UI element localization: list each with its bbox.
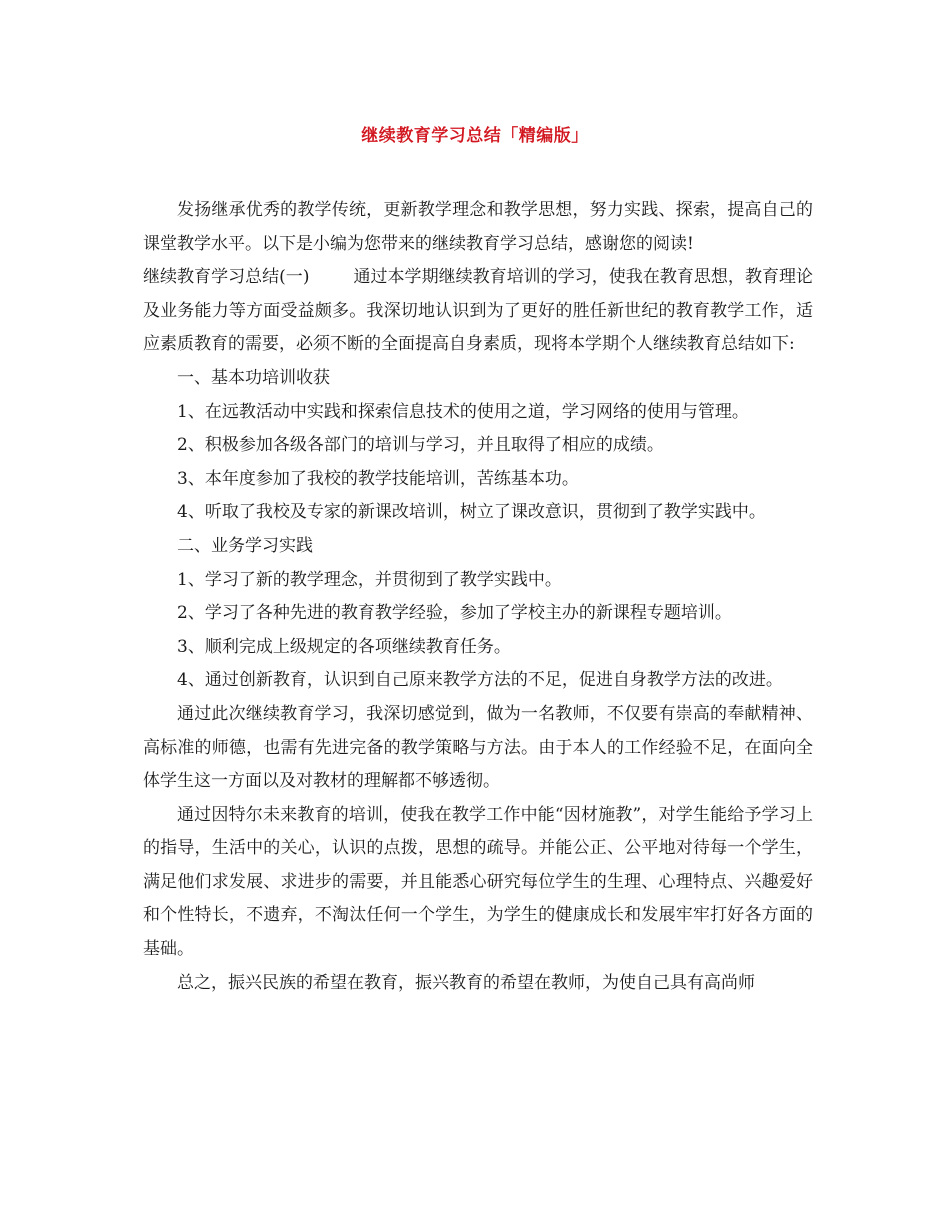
part-paragraph: [143, 261, 813, 362]
section2-heading: 二、业务学习实践: [177, 535, 313, 556]
body-paragraph-2: 通过因特尔未来教育的培训，使我在教学工作中能“因材施教”，对学生能给予学习上的指导，生活中的关心，认识的点拨，思想的疏导。并能公正、公平地对待每一个学生，满足他们求发展、求进步的需要，并且能悉心研究每位学生的生理、心理特点、兴趣爱好和个性特长，不遗弃，不淘汰任何一个学生，为学生的健康成长和发展牢牢打好各方面的基础。: [143, 804, 813, 960]
document-body: [143, 194, 813, 1000]
body-paragraph-1: 通过此次继续教育学习，我深切感觉到，做为一名教师，不仅要有崇高的奉献精神、高标准的师德，也需有先进完备的教学策略与方法。由于本人的工作经验不足，在面向全体学生这一方面以及对教材的理解都不够透彻。: [143, 703, 813, 792]
section1-item-2: 2、积极参加各级各部门的培训与学习，并且取得了相应的成绩。: [177, 435, 664, 456]
part-label: 继续教育学习总结(一): [143, 267, 310, 288]
section1-item-3: 3、本年度参加了我校的教学技能培训，苦练基本功。: [177, 468, 579, 489]
section1-item-4: 4、听取了我校及专家的新课改培训，树立了课改意识，贯彻到了教学实践中。: [177, 502, 766, 523]
body-paragraph-3: 总之，振兴民族的希望在教育，振兴教育的希望在教师，为使自己具有高尚师: [177, 972, 755, 993]
document-title: 继续教育学习总结「精编版」: [361, 126, 589, 146]
section2-item-2: 2、学习了各种先进的教育教学经验，参加了学校主办的新课程专题培训。: [177, 603, 732, 624]
part-text: 通过本学期继续教育培训的学习，使我在教育思想，教育理论及业务能力等方面受益颇多。我深切地认识到为了更好的胜任新世纪的教育教学工作，适应素质教育的需要，必须不断的全面提高自身素质，现将本学期个人继续教育总结如下:: [143, 267, 814, 355]
section1-heading: 一、基本功培训收获: [177, 367, 330, 388]
section2-item-1: 1、学习了新的教学理念，并贯彻到了教学实践中。: [177, 569, 562, 590]
section2-item-3: 3、顺利完成上级规定的各项继续教育任务。: [177, 636, 511, 657]
intro-paragraph: 发扬继承优秀的教学传统，更新教学理念和教学思想，努力实践、探索，提高自己的课堂教学水平。以下是小编为您带来的继续教育学习总结，感谢您的阅读!: [143, 200, 813, 254]
section2-item-4: 4、通过创新教育，认识到自己原来教学方法的不足，促进自身教学方法的改进。: [177, 670, 783, 691]
section1-item-1: 1、在远教活动中实践和探索信息技术的使用之道，学习网络的使用与管理。: [177, 401, 749, 422]
